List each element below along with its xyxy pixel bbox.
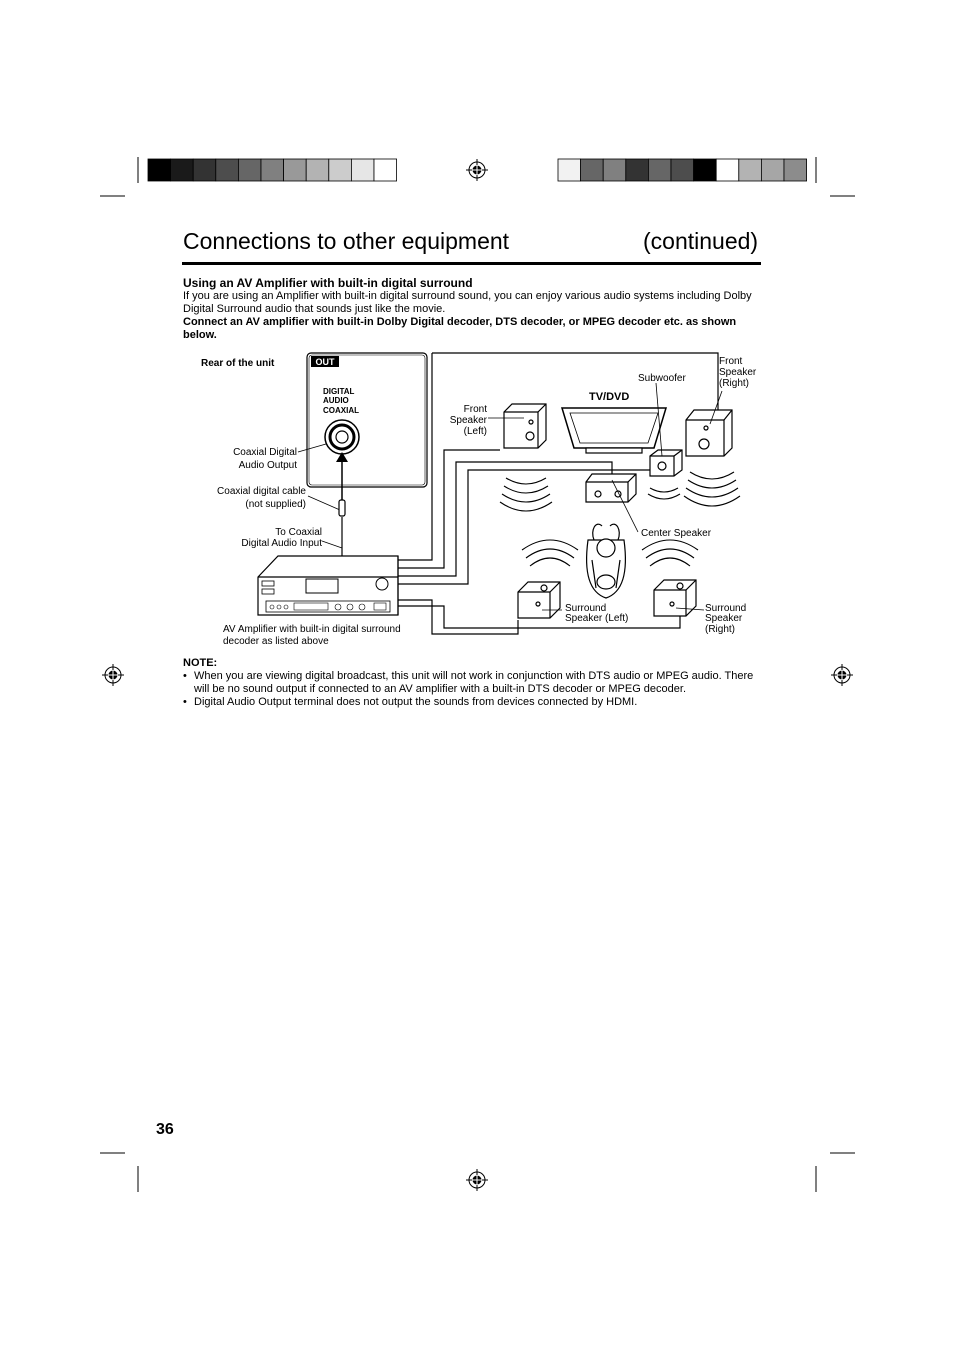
rear-panel bbox=[307, 353, 427, 487]
note-list bbox=[183, 670, 763, 709]
front-right-label-3: (Right) bbox=[719, 378, 750, 389]
page-title: Connections to other equipment bbox=[183, 228, 510, 254]
note-item: • When you are viewing digital broadcast, this unit will not work in conjunction with DTS audio or MPEG audio. There will be no sound output if connected to an AV amplifier with a built-in DTS decoder or MPEG decoder. bbox=[183, 670, 763, 696]
section-heading: Using an AV Amplifier with built-in digital surround bbox=[183, 276, 473, 290]
note-item: • Digital Audio Output terminal does not output the sounds from devices connected by HDMI. bbox=[183, 696, 763, 709]
page-title-continued: (continued) bbox=[643, 228, 759, 254]
front-left-speaker bbox=[504, 404, 546, 448]
cable-label-1: Coaxial digital cable bbox=[217, 486, 306, 497]
to-input-label-1: To Coaxial bbox=[275, 527, 322, 538]
surround-right-speaker bbox=[654, 580, 696, 616]
front-left-label-3: (Left) bbox=[463, 426, 487, 437]
front-left-label-2: Speaker bbox=[449, 415, 487, 426]
front-right-speaker bbox=[686, 410, 732, 456]
page-number: 36 bbox=[156, 1121, 174, 1138]
to-input-label-2: Digital Audio Input bbox=[241, 538, 322, 549]
surround-right-label-3: (Right) bbox=[705, 624, 736, 635]
surround-right-label-2: Speaker bbox=[705, 613, 743, 624]
listener-figure bbox=[587, 524, 626, 598]
jack-label-audio: AUDIO bbox=[323, 396, 349, 405]
rear-of-unit-label: Rear of the unit bbox=[201, 358, 275, 369]
av-amplifier bbox=[258, 556, 398, 615]
section-intro: If you are using an Amplifier with built-in digital surround sound, you can enjoy various audio systems including Dolby Digital Surround audio that sounds just like the movie. bbox=[183, 290, 752, 315]
surround-left-speaker bbox=[518, 582, 560, 618]
amp-label-2: decoder as listed above bbox=[223, 636, 329, 647]
subwoofer-label: Subwoofer bbox=[638, 373, 686, 384]
jack-label-digital: DIGITAL bbox=[323, 387, 355, 396]
front-left-label-1: Front bbox=[463, 404, 487, 415]
tv-dvd bbox=[562, 408, 666, 453]
amp-label-1: AV Amplifier with built-in digital surround bbox=[223, 624, 401, 635]
surround-left-label-1: Surround bbox=[565, 603, 607, 614]
coaxial-output-label-2: Audio Output bbox=[238, 460, 297, 471]
section-instruction: Connect an AV amplifier with built-in Dolby Digital decoder, DTS decoder, or MPEG decoder etc. as shown below. bbox=[183, 316, 737, 341]
tv-dvd-label: TV/DVD bbox=[589, 391, 630, 403]
note-title: NOTE: bbox=[183, 657, 218, 669]
subwoofer bbox=[650, 450, 682, 476]
front-right-label-2: Speaker bbox=[719, 367, 757, 378]
jack-label-coaxial: COAXIAL bbox=[323, 406, 359, 415]
coaxial-output-label-1: Coaxial Digital bbox=[233, 447, 297, 458]
registration-target-bottom bbox=[466, 1169, 488, 1191]
surround-left-label-2: Speaker (Left) bbox=[565, 613, 629, 624]
center-speaker-label: Center Speaker bbox=[641, 528, 712, 539]
surround-right-label-1: Surround bbox=[705, 603, 747, 614]
front-right-label-1: Front bbox=[719, 356, 743, 367]
center-speaker bbox=[586, 474, 636, 502]
rear-panel-inner bbox=[309, 355, 425, 485]
cable-label-2: (not supplied) bbox=[245, 499, 306, 510]
out-label: OUT bbox=[315, 357, 335, 367]
